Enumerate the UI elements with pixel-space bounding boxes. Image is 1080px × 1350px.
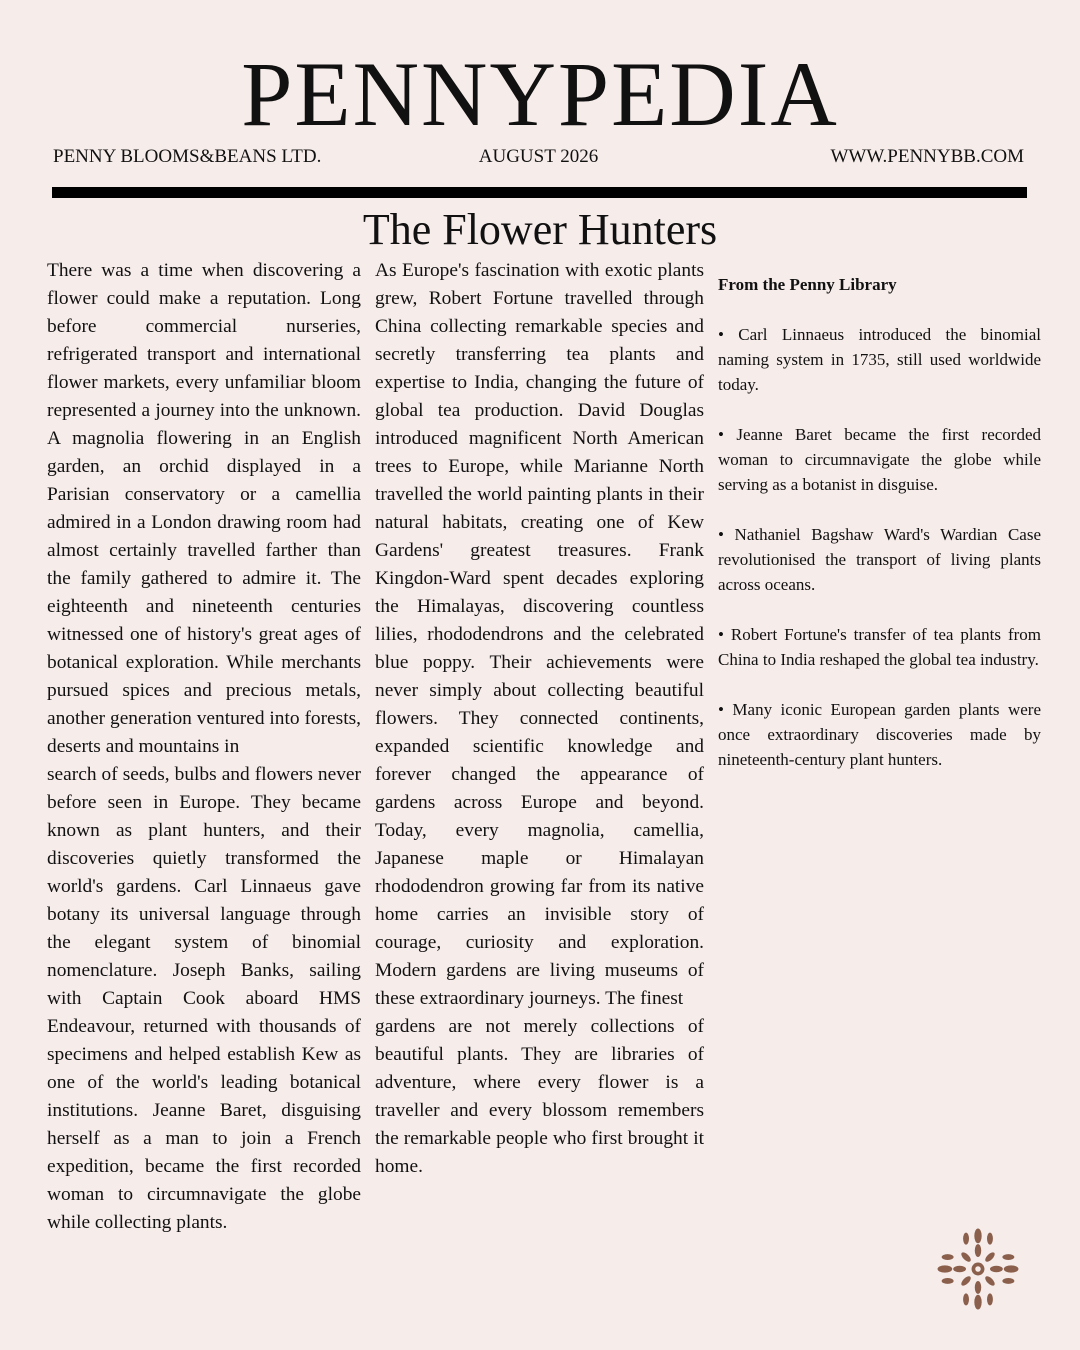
sidebar-facts — [718, 272, 1041, 797]
masthead-title: PENNYPEDIA — [241, 43, 839, 145]
sidebar-fact: • Carl Linnaeus introduced the binomial naming system in 1735, still used worldwide today. — [718, 325, 1041, 394]
masthead-divider — [52, 187, 1027, 198]
sidebar-fact: • Robert Fortune's transfer of tea plants from China to India reshaped the global tea industry. — [718, 625, 1041, 669]
article-column-2 — [375, 257, 704, 1181]
sidebar-heading: From the Penny Library — [718, 275, 897, 294]
sidebar-fact: • Jeanne Baret became the first recorded woman to circumnavigate the globe while serving as a botanist in disguise. — [718, 425, 1041, 494]
article-paragraph: search of seeds, bulbs and flowers never before seen in Europe. They became known as plant hunters, and their discoveries quietly transformed the world's gardens. Carl Linnaeus gave botany its universal language through the elegant system of binomial nomenclature. Joseph Banks, sailing with Captain Cook aboard HMS Endeavour, returned with thousands of specimens and helped establish Kew as one of the world's leading botanical institutions. Jeanne Baret, disguising herself as a man to join a French expedition, became the first recorded woman to circumnavigate the globe while collecting plants. — [47, 764, 361, 1233]
article-headline: The Flower Hunters — [362, 205, 718, 254]
article-paragraph: gardens are not merely collections of beautiful plants. They are libraries of adventure, where every flower is a traveller and every blossom remembers the remarkable people who first brought it home. — [375, 1016, 704, 1177]
sidebar-fact: • Nathaniel Bagshaw Ward's Wardian Case revolutionised the transport of living plants across oceans. — [718, 525, 1041, 594]
article-paragraph: As Europe's fascination with exotic plants grew, Robert Fortune travelled through China collecting remarkable species and secretly transferring tea plants and expertise to India, changing the future of global tea production. David Douglas introduced magnificent North American trees to Europe, while Marianne North travelled the world painting plants in their natural habitats, creating one of Kew Gardens' greatest treasures. Frank Kingdon-Ward spent decades exploring the Himalayas, discovering countless lilies, rhododendrons and the celebrated blue poppy. Their achievements were never simply about collecting beautiful flowers. They connected continents, expanded scientific knowledge and forever changed the appearance of gardens across Europe and beyond. Today, every magnolia, camellia, Japanese maple or Himalayan rhododendron growing far from its native home carries an invisible story of courage, curiosity and exploration. Modern gardens are living museums of these extraordinary journeys. The finest — [375, 260, 704, 1009]
article-column-1 — [47, 257, 361, 1237]
website-url: WWW.PENNYBB.COM — [830, 146, 1024, 167]
floral-ornament-icon — [932, 1223, 1024, 1315]
article-paragraph: There was a time when discovering a flower could make a reputation. Long before commercial nurseries, refrigerated transport and international flower markets, every unfamiliar bloom represented a journey into the unknown. A magnolia flowering in an English garden, an orchid displayed in a Parisian conservatory or a camellia admired in a London drawing room had almost certainly travelled farther than the family gathered to admire it. The eighteenth and nineteenth centuries witnessed one of history's great ages of botanical exploration. While merchants pursued spices and precious metals, another generation ventured into forests, deserts and mountains in — [47, 260, 361, 757]
company-name: PENNY BLOOMS&BEANS LTD. — [53, 146, 322, 167]
sidebar-fact: • Many iconic European garden plants were once extraordinary discoveries made by nineteenth-century plant hunters. — [718, 700, 1041, 769]
issue-date: AUGUST 2026 — [478, 146, 599, 167]
